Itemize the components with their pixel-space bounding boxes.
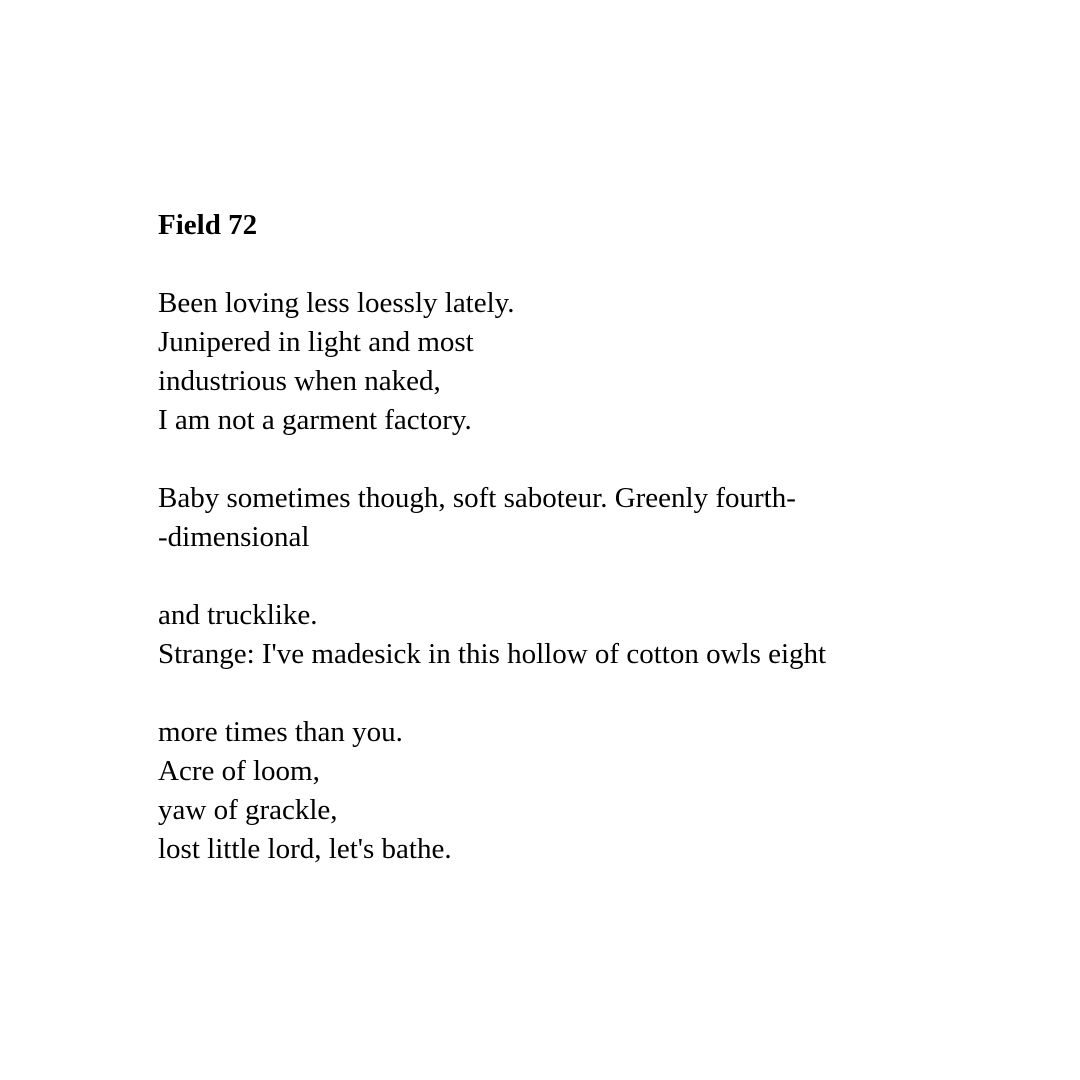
- poem-line: lost little lord, let's bathe.: [158, 833, 452, 865]
- poem-line: Baby sometimes though, soft saboteur. Greenly fourth-: [158, 482, 796, 514]
- stanza-1: [158, 284, 1038, 440]
- poem-line: -dimensional: [158, 521, 310, 553]
- stanza-3: [158, 596, 1038, 674]
- poem-line: I am not a garment factory.: [158, 404, 472, 436]
- poem-line: Been loving less loessly lately.: [158, 287, 515, 319]
- poem-line: Acre of loom,: [158, 755, 320, 787]
- stanza-4: [158, 713, 1038, 869]
- poem-line: yaw of grackle,: [158, 794, 338, 826]
- poem-title: Field 72: [158, 209, 258, 241]
- poem-line: and trucklike.: [158, 599, 318, 631]
- poem-line: Junipered in light and most: [158, 326, 474, 358]
- poem-line: more times than you.: [158, 716, 403, 748]
- poem-line: Strange: I've madesick in this hollow of cotton owls eight: [158, 638, 827, 670]
- poem: [158, 206, 1038, 908]
- poem-line: industrious when naked,: [158, 365, 441, 397]
- stanza-2: [158, 479, 1038, 557]
